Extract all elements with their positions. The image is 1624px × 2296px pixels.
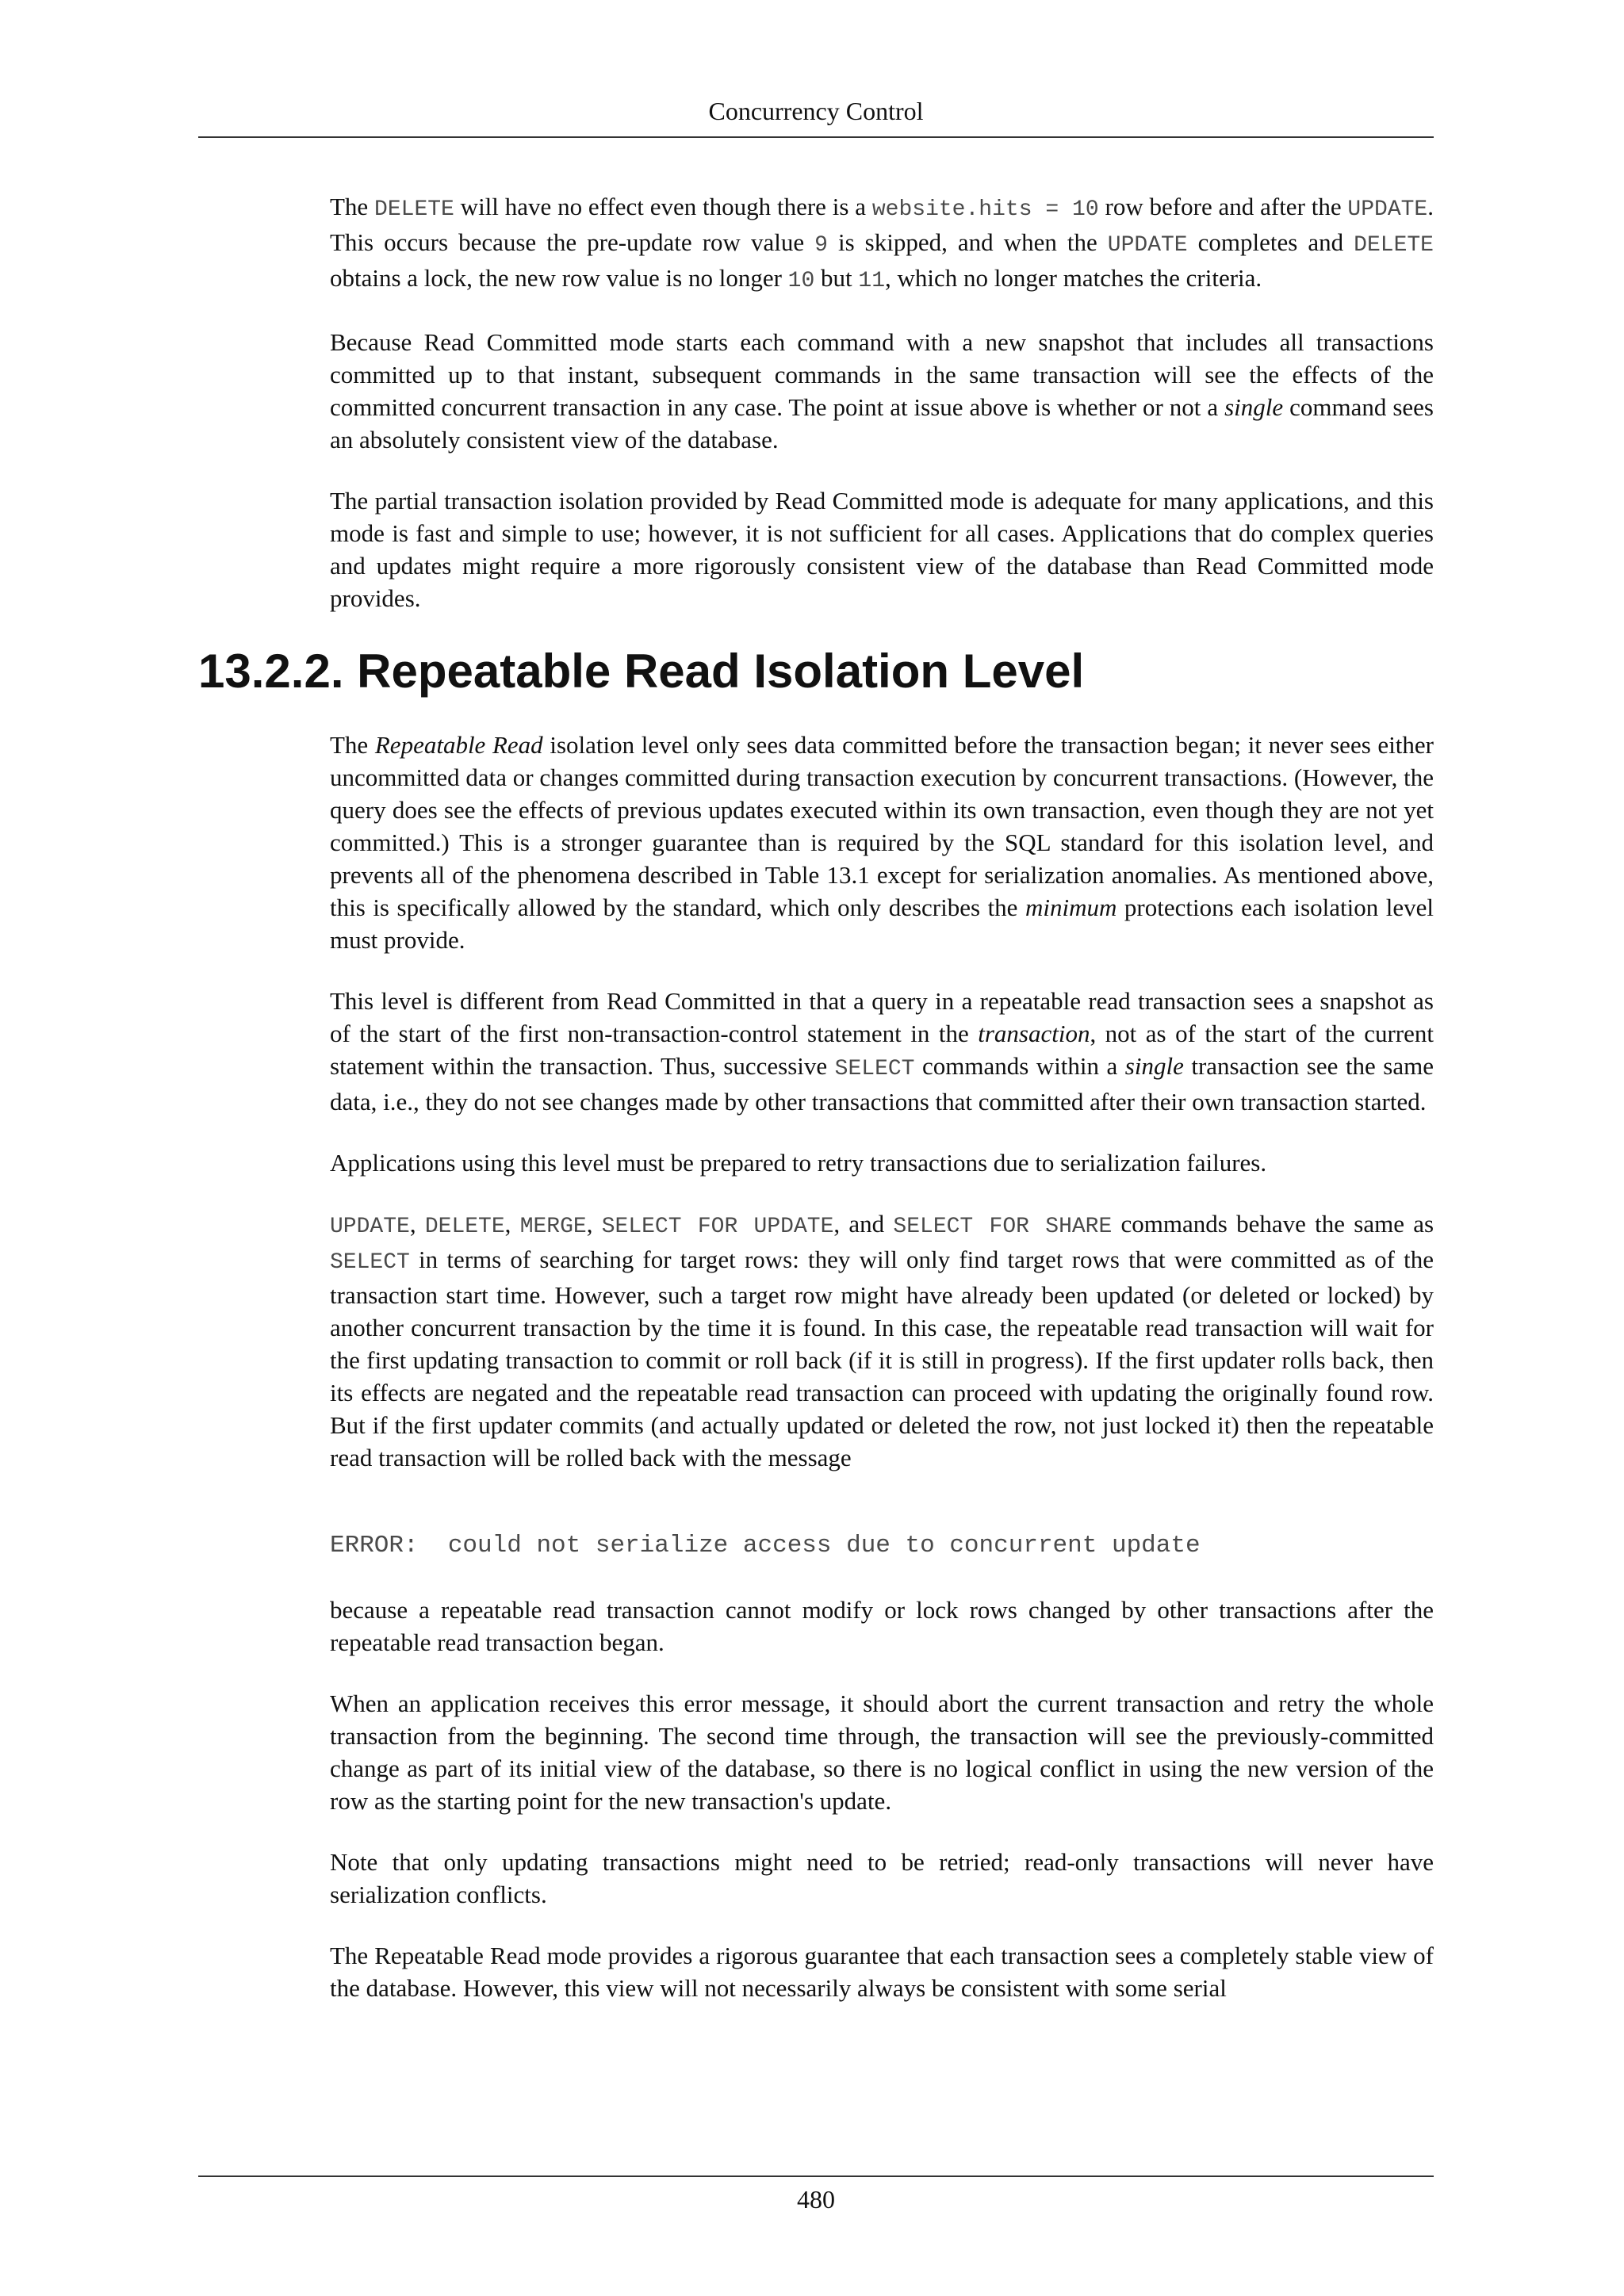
inline-code: 9 <box>814 233 828 258</box>
paragraph-repeatable-read-definition <box>330 729 1434 956</box>
text-run: , <box>504 1210 520 1238</box>
text-run: , <box>409 1210 425 1238</box>
inline-code: MERGE <box>519 1215 587 1239</box>
paragraph-updating-only: Note that only updating transactions might need to be retried; read-only transactions will never have serialization conflicts. <box>330 1848 1434 1908</box>
paragraph-snapshot <box>330 326 1434 456</box>
emphasis: single <box>1224 393 1284 421</box>
running-header: Concurrency Control <box>708 97 924 125</box>
paragraph-delete-effect <box>330 190 1434 297</box>
inline-code: 11 <box>858 269 886 293</box>
page-content <box>198 190 1434 2033</box>
emphasis: single <box>1124 1052 1184 1080</box>
inline-code: SELECT <box>330 1250 410 1275</box>
intro-block <box>330 190 1434 614</box>
paragraph-partial-isolation: The partial transaction isolation provided by Read Committed mode is adequate for many applications, and this mode is fast and simple to use; however, it is not sufficient for all cases. Applications that do complex queries and updates might require a more rigorously consistent view of the database than Read Committed mode provides. <box>330 487 1434 612</box>
paragraph-update-commands <box>330 1207 1434 1474</box>
inline-code: UPDATE <box>1107 233 1188 258</box>
text-run: transaction see the same data, i.e., they do not see changes made by other transactions that committed after their own transaction started. <box>330 1052 1434 1115</box>
text-run: commands behave the same as <box>1112 1210 1434 1238</box>
text-run: completes and <box>1187 228 1354 256</box>
header-rule <box>198 136 1434 138</box>
paragraph-retry: Applications using this level must be prepared to retry transactions due to serialization failures. <box>330 1149 1267 1177</box>
paragraph-abort-retry: When an application receives this error message, it should abort the current transaction and retry the whole transaction from the beginning. The second time through, the transaction will see the previously-committed change as part of its initial view of the database, so there is no logical conflict in using the new version of the row as the starting point for the new transaction's update. <box>330 1689 1434 1815</box>
text-run: . This occurs because the pre-update row value <box>330 193 1434 256</box>
text-run: , and <box>833 1210 894 1238</box>
text-run: , <box>586 1210 602 1238</box>
text-run: This level is different from Read Committed in that a query in a repeatable read transaction sees a snapshot as of the start of the first non-transaction-control statement in the <box>330 987 1434 1047</box>
text-run: The <box>330 193 375 220</box>
inline-code: 10 <box>787 269 815 293</box>
text-run: commands within a <box>914 1052 1125 1080</box>
inline-code: website.hits = 10 <box>871 197 1099 222</box>
emphasis: transaction <box>978 1020 1090 1047</box>
inline-code: DELETE <box>374 197 454 222</box>
text-run: obtains a lock, the new row value is no longer <box>330 264 788 292</box>
section-heading: 13.2.2. Repeatable Read Isolation Level <box>198 645 1085 698</box>
emphasis: Repeatable Read <box>374 731 543 759</box>
inline-code: UPDATE <box>1347 197 1428 222</box>
text-run: , which no longer matches the criteria. <box>885 264 1262 292</box>
section-body <box>330 729 1434 2004</box>
paragraph-rigorous-guarantee: The Repeatable Read mode provides a rigorous guarantee that each transaction sees a completely stable view of the database. However, this view will not necessarily always be consistent with some serial <box>330 1942 1434 2002</box>
text-run: Because Read Committed mode starts each command with a new snapshot that includes all transactions committed up to that instant, subsequent commands in the same transaction will see the effects of the committed concurrent transaction in any case. The point at issue above is whether or not a <box>330 328 1434 421</box>
text-run: will have no effect even though there is a <box>454 193 872 220</box>
text-run: but <box>814 264 859 292</box>
paragraph-cannot-modify: because a repeatable read transaction cannot modify or lock rows changed by other transactions after the repeatable read transaction began. <box>330 1596 1434 1656</box>
inline-code: DELETE <box>1354 233 1434 258</box>
text-run: in terms of searching for target rows: they will only find target rows that were committed as of the transaction start time. However, such a target row might have already been updated (or deleted or locked) by another concurrent transaction by the time it is found. In this case, the repeatable read transaction will wait for the first updating transaction to commit or roll back (if it is still in progress). If the first updater rolls back, then its effects are negated and the repeatable read transaction can proceed with updating the originally found row. But if the first updater commits (and actually updated or deleted the row, not just locked it) then the repeatable read transaction will be rolled back with the message <box>330 1246 1434 1471</box>
emphasis: minimum <box>1025 894 1117 921</box>
error-message-block: ERROR: could not serialize access due to concurrent update <box>330 1532 1201 1559</box>
inline-code: SELECT FOR SHARE <box>893 1215 1113 1239</box>
inline-code: DELETE <box>424 1215 505 1239</box>
footer-rule <box>198 2175 1434 2177</box>
inline-code: SELECT FOR UPDATE <box>601 1215 834 1239</box>
paragraph-snapshot-difference <box>330 985 1434 1118</box>
text-run: row before and after the <box>1098 193 1348 220</box>
text-run: protections each isolation level must provide. <box>330 894 1434 954</box>
text-run: The <box>330 731 375 759</box>
text-run: isolation level only sees data committed before the transaction began; it never sees either uncommitted data or changes committed during transaction execution by concurrent transactions. (However, the query does see the effects of previous updates executed within its own transaction, even though they are not yet committed.) This is a stronger guarantee than is required by the SQL standard for this isolation level, and prevents all of the phenomena described in Table 13.1 except for serialization anomalies. As mentioned above, this is specifically allowed by the standard, which only describes the <box>330 731 1434 921</box>
text-run: command sees an absolutely consistent view of the database. <box>330 393 1434 453</box>
text-run: is skipped, and when the <box>827 228 1108 256</box>
inline-code: SELECT <box>834 1057 915 1081</box>
text-run: , not as of the start of the current statement within the transaction. Thus, successive <box>330 1020 1434 1080</box>
page-number: 480 <box>797 2185 835 2214</box>
inline-code: UPDATE <box>330 1215 410 1239</box>
